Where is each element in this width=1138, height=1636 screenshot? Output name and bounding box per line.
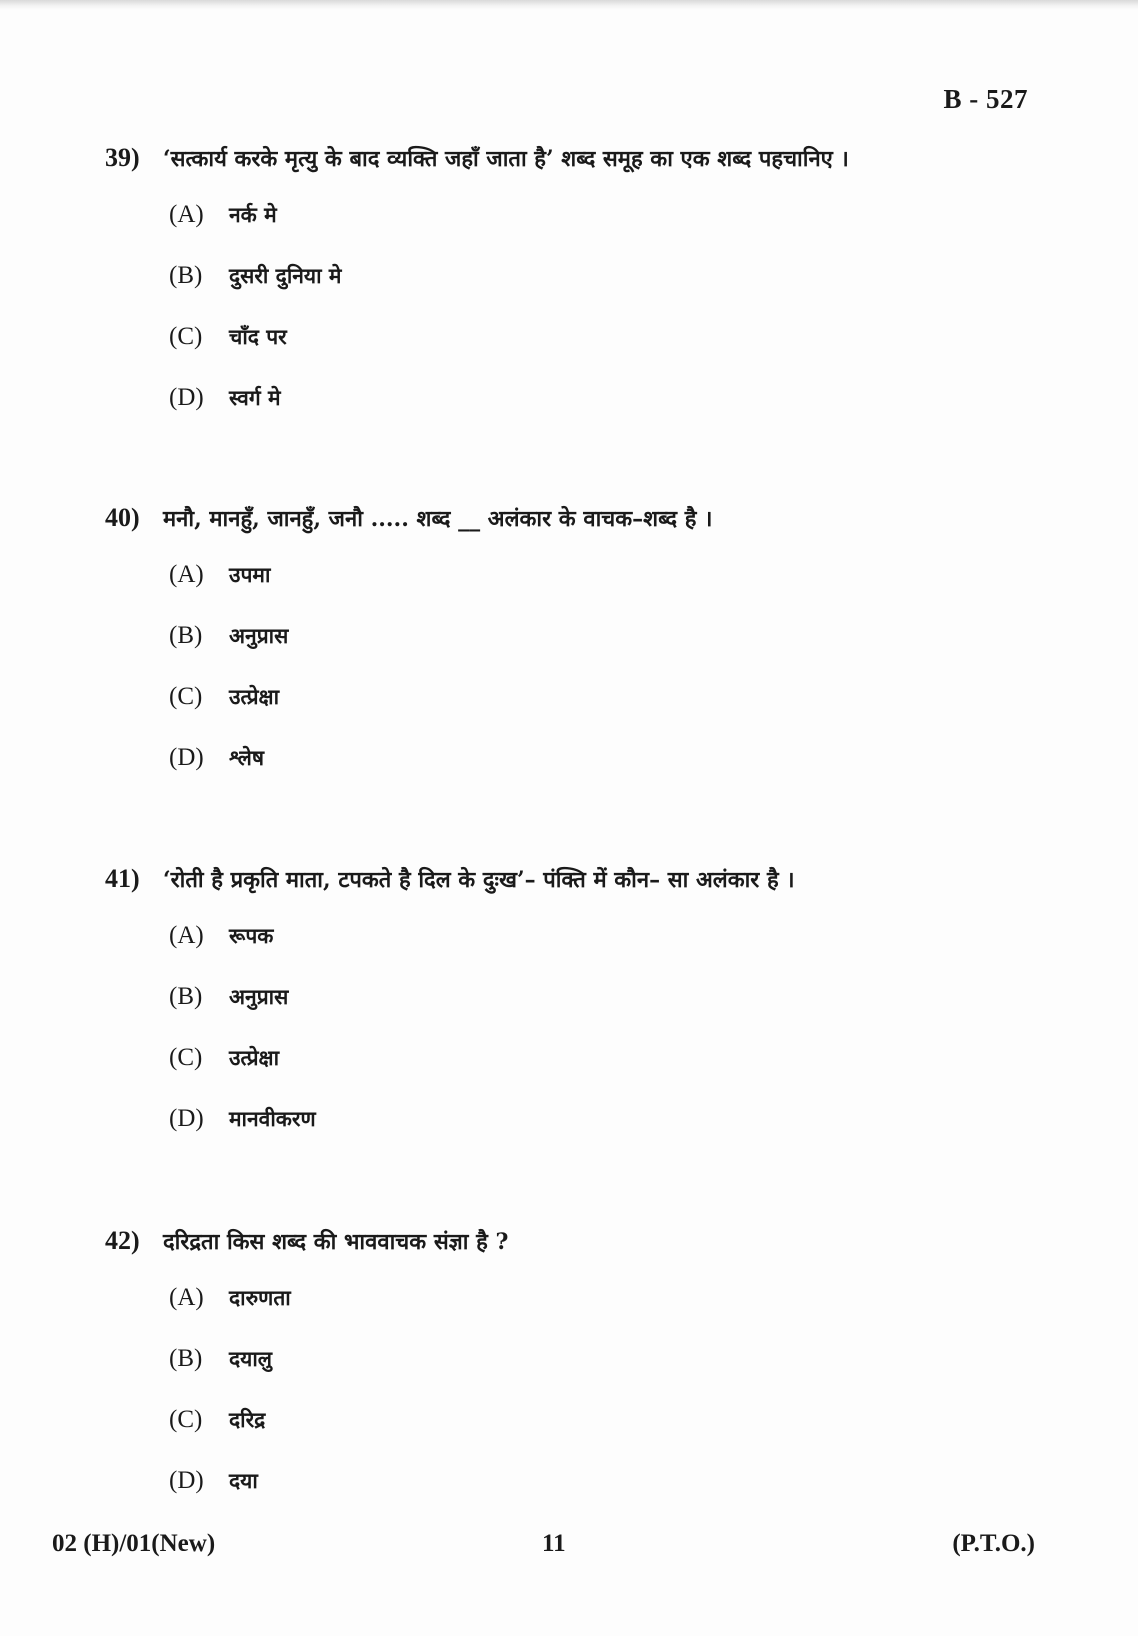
option-b	[169, 1317, 1035, 1378]
option-text: उत्प्रेक्षा	[229, 1045, 280, 1070]
question-39	[105, 142, 1035, 417]
page-number: 11	[542, 1530, 566, 1557]
option-c	[169, 655, 1035, 716]
scan-edge	[0, 0, 1138, 10]
option-b	[169, 594, 1035, 655]
question-text: ‘रोती है प्रकृति माता, टपकते है दिल के दुःख’– पंक्ति में कौन– सा अलंकार है ।	[163, 867, 795, 893]
option-text: दया	[229, 1468, 258, 1493]
option-c	[169, 1016, 1035, 1077]
option-d	[169, 356, 1035, 417]
question-number: 42)	[105, 1226, 140, 1255]
option-c	[169, 295, 1035, 356]
question-number: 40)	[105, 503, 140, 532]
question-42	[105, 1225, 1035, 1500]
option-letter: (B)	[169, 622, 203, 649]
option-letter: (B)	[169, 262, 203, 289]
option-letter: (D)	[169, 384, 204, 411]
paper-id: 02 (H)/01(New)	[52, 1530, 216, 1557]
option-letter: (C)	[169, 1044, 203, 1071]
option-letter: (A)	[169, 922, 204, 949]
option-letter: (C)	[169, 323, 203, 350]
option-letter: (D)	[169, 1105, 204, 1132]
option-text: श्लेष	[229, 745, 265, 770]
option-list	[169, 535, 1035, 777]
option-list	[169, 175, 1035, 417]
option-letter: (C)	[169, 683, 203, 710]
option-text: दुसरी दुनिया मे	[229, 263, 342, 288]
option-letter: (B)	[169, 1345, 203, 1372]
option-text: उपमा	[229, 562, 271, 587]
option-text: रूपक	[229, 923, 274, 948]
option-text: मानवीकरण	[229, 1106, 316, 1131]
option-letter: (A)	[169, 201, 204, 228]
question-41	[105, 863, 1035, 1138]
paper-code: B - 527	[943, 84, 1028, 114]
option-b	[169, 955, 1035, 1016]
option-c	[169, 1378, 1035, 1439]
pto-label: (P.T.O.)	[952, 1530, 1035, 1557]
option-a	[169, 175, 1035, 234]
option-a	[169, 535, 1035, 594]
option-a	[169, 896, 1035, 955]
option-text: अनुप्रास	[229, 984, 289, 1009]
page-footer	[52, 1530, 1035, 1570]
question-text: दरिद्रता किस शब्द की भाववाचक संज्ञा है ?	[163, 1229, 509, 1255]
option-text: अनुप्रास	[229, 623, 289, 648]
question-text: ‘सत्कार्य करके मृत्यु के बाद व्यक्ति जहाँ जाता है’ शब्द समूह का एक शब्द पहचानिए ।	[163, 146, 849, 172]
option-list	[169, 1258, 1035, 1500]
question-number: 39)	[105, 143, 140, 172]
option-b	[169, 234, 1035, 295]
option-text: उत्प्रेक्षा	[229, 684, 280, 709]
option-text: चाँद पर	[229, 324, 287, 349]
option-letter: (D)	[169, 744, 204, 771]
option-text: दरिद्र	[229, 1407, 266, 1432]
question-40	[105, 502, 1035, 777]
question-number: 41)	[105, 864, 140, 893]
option-d	[169, 1077, 1035, 1138]
option-d	[169, 1439, 1035, 1500]
option-text: स्वर्ग मे	[229, 385, 281, 410]
option-d	[169, 716, 1035, 777]
option-letter: (D)	[169, 1467, 204, 1494]
option-list	[169, 896, 1035, 1138]
option-text: दारुणता	[229, 1285, 291, 1310]
option-text: नर्क मे	[229, 202, 277, 227]
option-text: दयालु	[229, 1346, 273, 1371]
option-letter: (A)	[169, 1284, 204, 1311]
option-a	[169, 1258, 1035, 1317]
option-letter: (C)	[169, 1406, 203, 1433]
question-text: मनौ, मानहुँ, जानहुँ, जनौ ..... शब्द __ अलंकार के वाचक–शब्द है ।	[163, 506, 713, 532]
option-letter: (B)	[169, 983, 203, 1010]
option-letter: (A)	[169, 561, 204, 588]
